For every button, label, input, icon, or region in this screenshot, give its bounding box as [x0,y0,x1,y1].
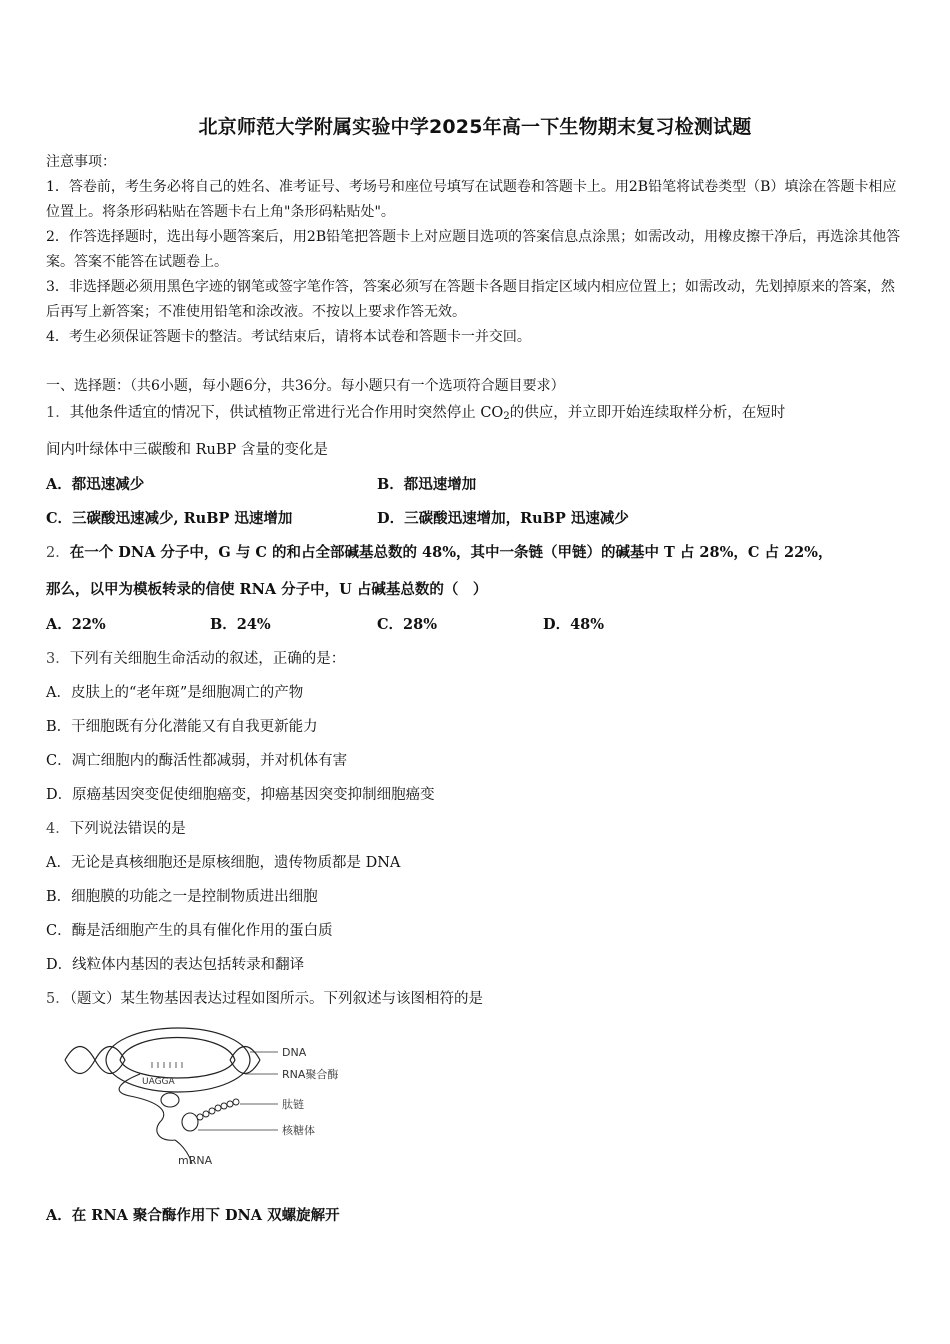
question-5-number: 5． [46,991,70,1007]
question-1-option-c[interactable]: C．三碳酸迅速减少, RuBP 迅速增加 [46,510,293,527]
question-1-line-1 [46,401,785,422]
ribosome-2 [182,1113,198,1131]
question-1-option-a[interactable]: A．都迅速减少 [46,476,145,493]
question-3-option-a[interactable]: A．皮肤上的“老年斑”是细胞凋亡的产物 [46,685,304,701]
question-4-option-c[interactable]: C．酶是活细胞产生的具有催化作用的蛋白质 [46,923,333,939]
question-4-stem: 下列说法错误的是 [69,821,186,837]
question-2-option-d[interactable]: D．48% [543,616,605,633]
question-3-option-b[interactable]: B．干细胞既有分化潜能又有自我更新能力 [46,719,318,735]
label-rna-polymerase: RNA聚合酶 [282,1068,339,1081]
question-2-text: 在一个 DNA 分子中，G 与 C 的和占全部碱基总数的 48%，其中一条链（甲链）的碱基中 T 占 28%，C 占 22%， [69,544,833,561]
question-3-stem: 下列有关细胞生命活动的叙述，正确的是： [69,651,346,667]
question-1-subscript: 2 [503,411,510,422]
question-4-option-d[interactable]: D．线粒体内基因的表达包括转录和翻译 [46,957,305,973]
question-3-option-d[interactable]: D．原癌基因突变促使细胞癌变，抑癌基因突变抑制细胞癌变 [46,787,435,803]
section-heading: 一、选择题：（共6小题，每小题6分，共36分。每小题只有一个选项符合题目要求） [46,378,565,394]
question-1-text-b: 的供应，并立即开始连续取样分析，在短时 [509,405,786,421]
question-5-stem: （题文）某生物基因表达过程如图所示。下列叙述与该图相符的是 [69,991,483,1007]
question-4-stem-line [46,817,186,838]
question-4-option-a[interactable]: A．无论是真核细胞还是原核细胞，遗传物质都是 DNA [46,855,401,871]
label-ribosome: 核糖体 [282,1124,315,1137]
notice-item-3: 3．非选择题必须用黑色字迹的钢笔或签字笔作答，答案必须写在答题卡各题目指定区域内相应位置上；如需改动，先划掉原来的答案，然后再写上新答案；不准使用铅笔和涂改液。不按以上要求作答无效。 [46,279,895,320]
question-2-line-1 [46,541,832,562]
figure-leader-lines [198,1052,278,1130]
label-mrna: mRNA [178,1154,213,1167]
question-2-line-2: 那么，以甲为模板转录的信使 RNA 分子中，U 占碱基总数的（ ） [46,581,488,598]
notice-heading: 注意事项： [46,154,116,170]
page-title: 北京师范大学附属实验中学2025年高一下生物期末复习检测试题 [198,116,752,138]
notice-section [46,150,904,350]
notice-item-4: 4．考生必须保证答题卡的整洁。考试结束后，请将本试卷和答题卡一并交回。 [46,329,531,345]
question-1-option-d[interactable]: D．三碳酸迅速增加，RuBP 迅速减少 [377,510,629,527]
mrna-sequence-label: UAGGA [142,1077,175,1087]
question-1-option-b[interactable]: B．都迅速增加 [377,476,477,493]
dna-strand-left-2 [65,1047,125,1074]
question-3-stem-line [46,647,345,668]
question-3-number: 3． [46,651,70,667]
gene-expression-figure [60,1022,360,1172]
question-3-option-c[interactable]: C．凋亡细胞内的酶活性都减弱，并对机体有害 [46,753,348,769]
question-2-number: 2． [46,545,70,561]
question-1-text-a: 其他条件适宜的情况下，供试植物正常进行光合作用时突然停止 CO [69,405,504,421]
peptide-chain [197,1099,239,1120]
question-2-option-b[interactable]: B．24% [210,616,271,633]
notice-item-2: 2．作答选择题时，选出每小题答案后，用2B铅笔把答题卡上对应题目选项的答案信息点涂黑；如需改动，用橡皮擦干净后，再选涂其他答案。答案不能答在试题卷上。 [46,229,901,270]
question-4-number: 4． [46,821,70,837]
label-peptide-chain: 肽链 [282,1098,304,1111]
question-5-option-a[interactable]: A．在 RNA 聚合酶作用下 DNA 双螺旋解开 [46,1207,340,1224]
question-1-line-2: 间内叶绿体中三碳酸和 RuBP 含量的变化是 [46,442,328,458]
notice-item-1: 1．答卷前，考生务必将自己的姓名、准考证号、考场号和座位号填写在试题卷和答题卡上。用2B铅笔将试卷类型（B）填涂在答题卡相应位置上。将条形码粘贴在答题卡右上角"条形码粘贴处"。 [46,179,897,220]
question-4-option-b[interactable]: B．细胞膜的功能之一是控制物质进出细胞 [46,889,318,905]
question-5-stem-line [46,987,483,1008]
base-ticks [152,1062,182,1068]
question-1-number: 1． [46,405,70,421]
label-dna: DNA [282,1046,307,1059]
dna-bubble-top [120,1038,235,1061]
question-2-option-c[interactable]: C．28% [377,616,437,633]
question-2-option-a[interactable]: A．22% [46,616,106,633]
ribosome-1 [161,1093,179,1107]
